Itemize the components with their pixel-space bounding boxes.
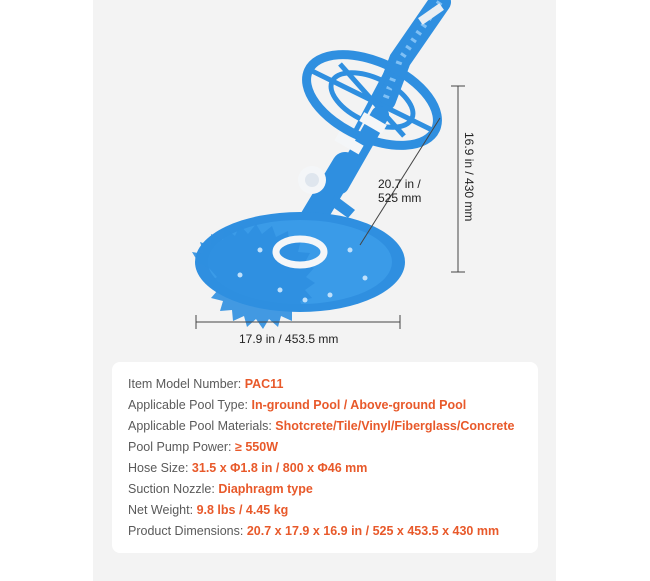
diaphragm-disc — [192, 212, 405, 329]
width-dimension-line — [196, 315, 400, 329]
diagonal-label-line1: 20.7 in / — [378, 177, 421, 191]
height-label: 16.9 in / 430 mm — [462, 132, 476, 222]
spec-model: Item Model Number: PAC11 — [128, 377, 284, 391]
width-label: 17.9 in / 453.5 mm — [239, 332, 339, 346]
spec-net-weight: Net Weight: 9.8 lbs / 4.45 kg — [128, 503, 289, 517]
spec-pump-power: Pool Pump Power: ≥ 550W — [128, 440, 278, 454]
spec-suction-nozzle: Suction Nozzle: Diaphragm type — [128, 482, 313, 496]
spec-hose-size: Hose Size: 31.5 x Φ1.8 in / 800 x Φ46 mm — [128, 461, 368, 475]
spec-pool-type: Applicable Pool Type: In-ground Pool / Above-ground Pool — [128, 398, 467, 412]
diagonal-label-line2: 525 mm — [378, 191, 422, 205]
spec-card — [112, 362, 538, 553]
spec-pool-materials: Applicable Pool Materials: Shotcrete/Tile/Vinyl/Fiberglass/Concrete — [128, 419, 515, 433]
spec-product-dimensions: Product Dimensions: 20.7 x 17.9 x 16.9 in / 525 x 453.5 x 430 mm — [128, 524, 500, 538]
